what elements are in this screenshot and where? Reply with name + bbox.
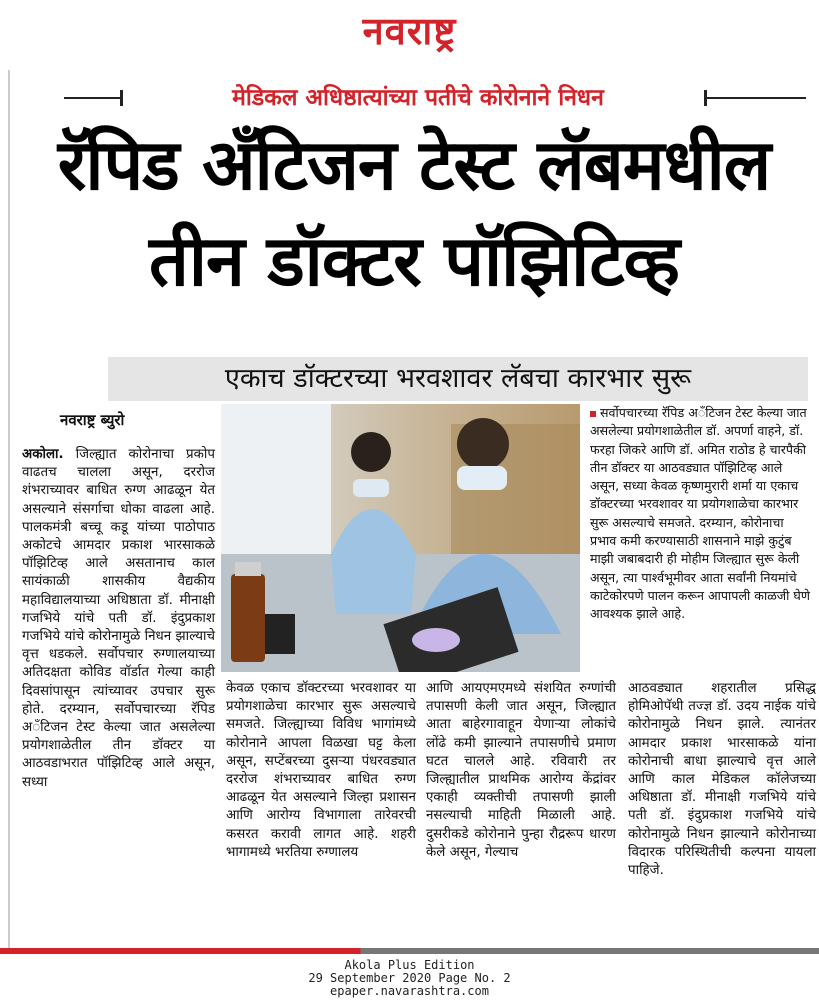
article-column-2: केवळ एकाच डॉक्टरच्या भरवशावर या प्रयोगशाळेचा कारभार सुरू असल्याचे समजते. जिल्ह्याच्या विविध भागांमध्ये कोरोनाने आपला विळखा घट्ट केला असून, सप्टेंबरच्या दुसऱ्या पंधरवड्यात दररोज शंभराच्यावर बाधित रुग्ण आढळून येत असल्याने जिल्हा प्रशासन आणि आरोग्य विभागाला तारेवरची कसरत करावी लागत आहे. शहरी भागामध्ये भरतिया रुग्णालय — [226, 681, 416, 860]
main-headline-line-2: तीन डॉक्टर पॉझिटिव्ह — [148, 220, 679, 302]
lab-photo — [221, 404, 580, 672]
caption-bullet-marker — [590, 411, 596, 417]
kicker-rule-cap-left — [120, 90, 123, 106]
article-column-1-text: जिल्ह्यात कोरोनाचा प्रकोप वाढतच चालला असून, दररोज शंभराच्यावर बाधित रुग्ण आढळून येत असल्याने संसर्गाचा धोका वाढला आहे. पालकमंत्री बच्चू कडू यांच्या पाठोपाठ अकोटचे आमदार प्रकाश भारसाकळे पॉझिटिव्ह आले असतानाच काल सायंकाळी शासकीय वैद्यकीय महाविद्यालयाच्या अधिष्ठाता डॉ. मीनाक्षी गजभिये यांचे पती डॉ. इंदुप्रकाश गजभिये यांचे कोरोनामुळे निधन झाल्याचे वृत्त धडकले. सर्वोपचार रुग्णालयाच्या अतिदक्षता कोविड वॉर्डात गेल्या काही दिवसांपासून त्यांच्यावर उपचार सुरू होते. दरम्यान, सर्वोपचारच्या रॅपिड अॅंटिजन टेस्ट केल्या जात असलेल्या प्रयोगशाळेतील तीन डॉक्टर या आठवडाभरात पॉझिटिव्ह आले असून, सध्या — [22, 447, 216, 790]
photo-caption-text: सर्वोपचारच्या रॅपिड अॅंटिजन टेस्ट केल्या जात असलेल्या प्रयोगशाळेतील डॉ. अपर्णा वाहने, डॉ. फरहा जिकरे आणि डॉ. अमित राठोड हे चारपैकी तीन डॉक्टर या आठवड्यात पॉझिटिव्ह आले असून, सध्या केवळ कृष्णमुरारी शर्मा या एकाच डॉक्टरच्या भरवशावर या प्रयोगशाळेचा कारभार सुरू असल्याचे समजते. दरम्यान, कोरोनाचा प्रभाव कमी करण्यासाठी शासनाने माझे कुटुंब माझी जबाबदारी ही मोहीम जिल्ह्यात सुरू केली असून, त्या पार्श्वभूमीवर आता सर्वांनी नियमांचे काटेकोरपणे पालन करून आपापली काळजी घेणे आवश्यक झाले आहे. — [590, 405, 810, 622]
bottom-rule — [0, 948, 819, 954]
lab-photo-illustration — [221, 404, 580, 672]
page-edge-rule — [8, 70, 10, 950]
edition-site: epaper.navarashtra.com — [330, 984, 489, 998]
edition-name: Akola Plus Edition — [344, 958, 475, 972]
edition-footer — [0, 959, 819, 998]
byline: नवराष्ट्र ब्युरो — [60, 411, 125, 429]
masthead-logo: नवराष्ट्र — [362, 9, 457, 53]
edition-date-page: 29 September 2020 Page No. 2 — [308, 971, 511, 985]
kicker-headline: मेडिकल अधिष्ठात्यांच्या पतीचे कोरोनाने निधन — [232, 85, 604, 111]
article-column-1 — [22, 446, 215, 792]
photo-caption — [590, 404, 812, 624]
subheadline: एकाच डॉक्टरच्या भरवशावर लॅबचा कारभार सुरू — [108, 357, 808, 401]
kicker-row — [0, 78, 819, 118]
article-column-3: आणि आयएमएमध्ये संशयित रुग्णांची तपासणी केली जात असून, जिल्ह्यात आता बाहेरगावाहून येणाऱ्या लोकांचे लोंढे कमी झाल्याने तपासणीचे प्रमाण घटत चालले आहे. रविवारी तर जिल्ह्यातील प्राथमिक आरोग्य केंद्रांवर एकाही व्यक्तीची तपासणी झाली नसल्याची माहिती मिळाली आहे. दुसरीकडे कोरोनाने पुन्हा रौद्ररूप धारण केले असून, गेल्याच — [426, 681, 616, 860]
kicker-rule-left — [64, 97, 120, 99]
article-column-4: आठवड्यात शहरातील प्रसिद्ध होमिओपॅथी तज्ज्ञ डॉ. उदय नाईक यांचे कोरोनामुळे निधन झाले. त्यानंतर आमदार प्रकाश भारसाकळे यांना कोरोनाची बाधा झाल्याचे वृत्त आले आणि काल मेडिकल कॉलेजच्या अधिष्ठाता डॉ. मीनाक्षी गजभिये यांचे पती डॉ. इंदुप्रकाश गजभिये यांचे कोरोनामुळे निधन झाल्याने कोरोनाच्या विदारक परिस्थितीची कल्पना यायला पाहिजे. — [628, 681, 816, 879]
main-headline-line-1: रॅपिड ॲंटिजन टेस्ट लॅबमधील — [57, 124, 771, 206]
dateline: अकोला. — [22, 447, 64, 462]
masthead — [0, 0, 819, 56]
kicker-rule-right — [706, 97, 806, 99]
